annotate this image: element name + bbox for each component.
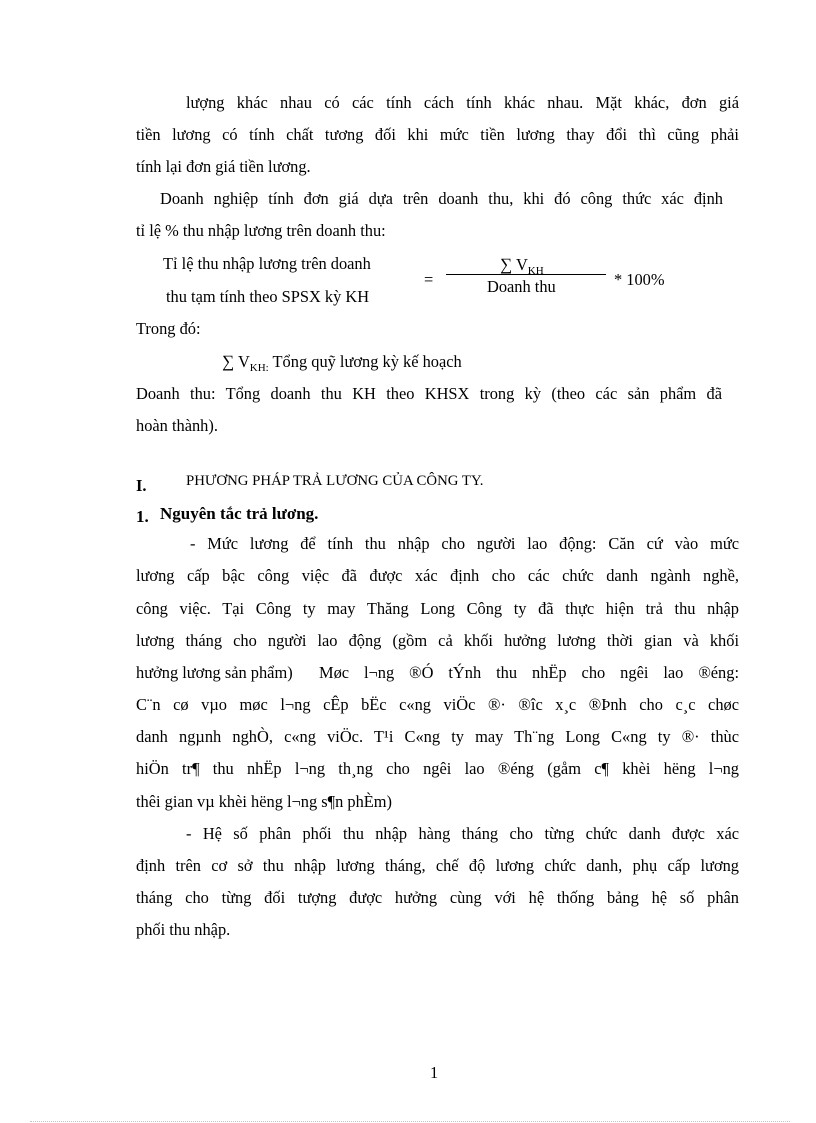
sigma-symbol: ∑ xyxy=(500,255,513,274)
subsection-title: Nguyên tắc trả lương. xyxy=(160,504,319,523)
formula-num-var: V xyxy=(515,255,528,274)
para3-line1: - Mức lương để tính thu nhập cho người lao động: Căn cứ vào mức xyxy=(190,534,739,553)
definition-revenue-line1: Doanh thu: Tổng doanh thu KH theo KHSX trong kỳ (theo các sản phẩm đã xyxy=(136,384,722,403)
para3-line4: lương tháng cho người lao động (gồm cả khối hưởng lương thời gian và khối xyxy=(136,631,739,650)
definition-sum-v xyxy=(222,352,462,374)
page-edge-divider xyxy=(30,1121,790,1122)
para1-line3: tính lại đơn giá tiền lương. xyxy=(136,157,311,176)
def1-sub: KH xyxy=(249,362,266,374)
formula-equals: = xyxy=(424,270,434,289)
def1-sep: : xyxy=(265,362,269,374)
para3-line6: C¨n cø vµo møc l¬ng cÊp bËc c«ng viÖc ®· ®îc x¸c ®Þnh cho c¸c chøc xyxy=(136,695,739,714)
subsection-number: 1. xyxy=(136,507,149,526)
def1-text: Tổng quỹ lương kỳ kế hoạch xyxy=(272,352,462,371)
fraction-bar xyxy=(446,274,606,275)
formula-lhs-line1: Tỉ lệ thu nhập lương trên doanh xyxy=(163,254,371,273)
para4-line3: tháng cho từng đối tượng được hưởng cùng với hệ thống bảng hệ số phân xyxy=(136,888,739,907)
where-label: Trong đó: xyxy=(136,319,201,338)
para1-line1: lượng khác nhau có các tính cách tính khác nhau. Mặt khác, đơn giá xyxy=(186,93,739,112)
para3-line2: lương cấp bậc công việc đã được xác định cho các chức danh ngành nghề, xyxy=(136,566,739,585)
page-number: 1 xyxy=(430,1063,439,1082)
para2-line2: tỉ lệ % thu nhập lương trên doanh thu: xyxy=(136,221,386,240)
para1-line2: tiền lương có tính chất tương đối khi mức tiền lương thay đổi thì cũng phải xyxy=(136,125,739,144)
definition-revenue-line2: hoàn thành). xyxy=(136,416,218,435)
para4-line1: - Hệ số phân phối thu nhập hàng tháng cho từng chức danh được xác xyxy=(186,824,739,843)
para3-line5b: Møc l¬ng ®Ó tÝnh thu nhËp cho ngêi lao ®éng: xyxy=(319,663,739,682)
para3-line7: danh ngµnh nghÒ, c«ng viÖc. T¹i C«ng ty may Th¨ng Long C«ng ty ®· thùc xyxy=(136,727,739,746)
para3-line3: công việc. Tại Công ty may Thăng Long Công ty đã thực hiện trả thu nhập xyxy=(136,599,739,618)
sigma-symbol: ∑ xyxy=(222,352,235,371)
para3-line8: hiÖn tr¶ thu nhËp l¬ng th¸ng cho ngêi lao ®éng (gåm c¶ khèi hëng l¬ng xyxy=(136,759,739,778)
para4-line4: phối thu nhập. xyxy=(136,920,231,939)
formula-lhs-line2: thu tạm tính theo SPSX kỳ KH xyxy=(166,287,370,306)
formula-num-sub: KH xyxy=(527,265,544,277)
para4-line2: định trên cơ sở thu nhập lương tháng, chế độ lương chức danh, phụ cấp lương xyxy=(136,856,739,875)
para2-line1: Doanh nghiệp tính đơn giá dựa trên doanh thu, khi đó công thức xác định xyxy=(160,189,723,208)
formula-numerator xyxy=(500,255,544,277)
section-title: PHƯƠNG PHÁP TRẢ LƯƠNG CỦA CÔNG TY. xyxy=(186,473,484,489)
formula-multiplier: * 100% xyxy=(614,270,665,289)
para3-line9: thêi gian vµ khèi hëng l¬ng s¶n phÈm) xyxy=(136,792,392,811)
para3-line5a: hưởng lương sản phẩm) xyxy=(136,663,293,682)
def1-var: V xyxy=(237,352,250,371)
section-number: I. xyxy=(136,476,147,495)
formula-denominator: Doanh thu xyxy=(487,277,556,296)
